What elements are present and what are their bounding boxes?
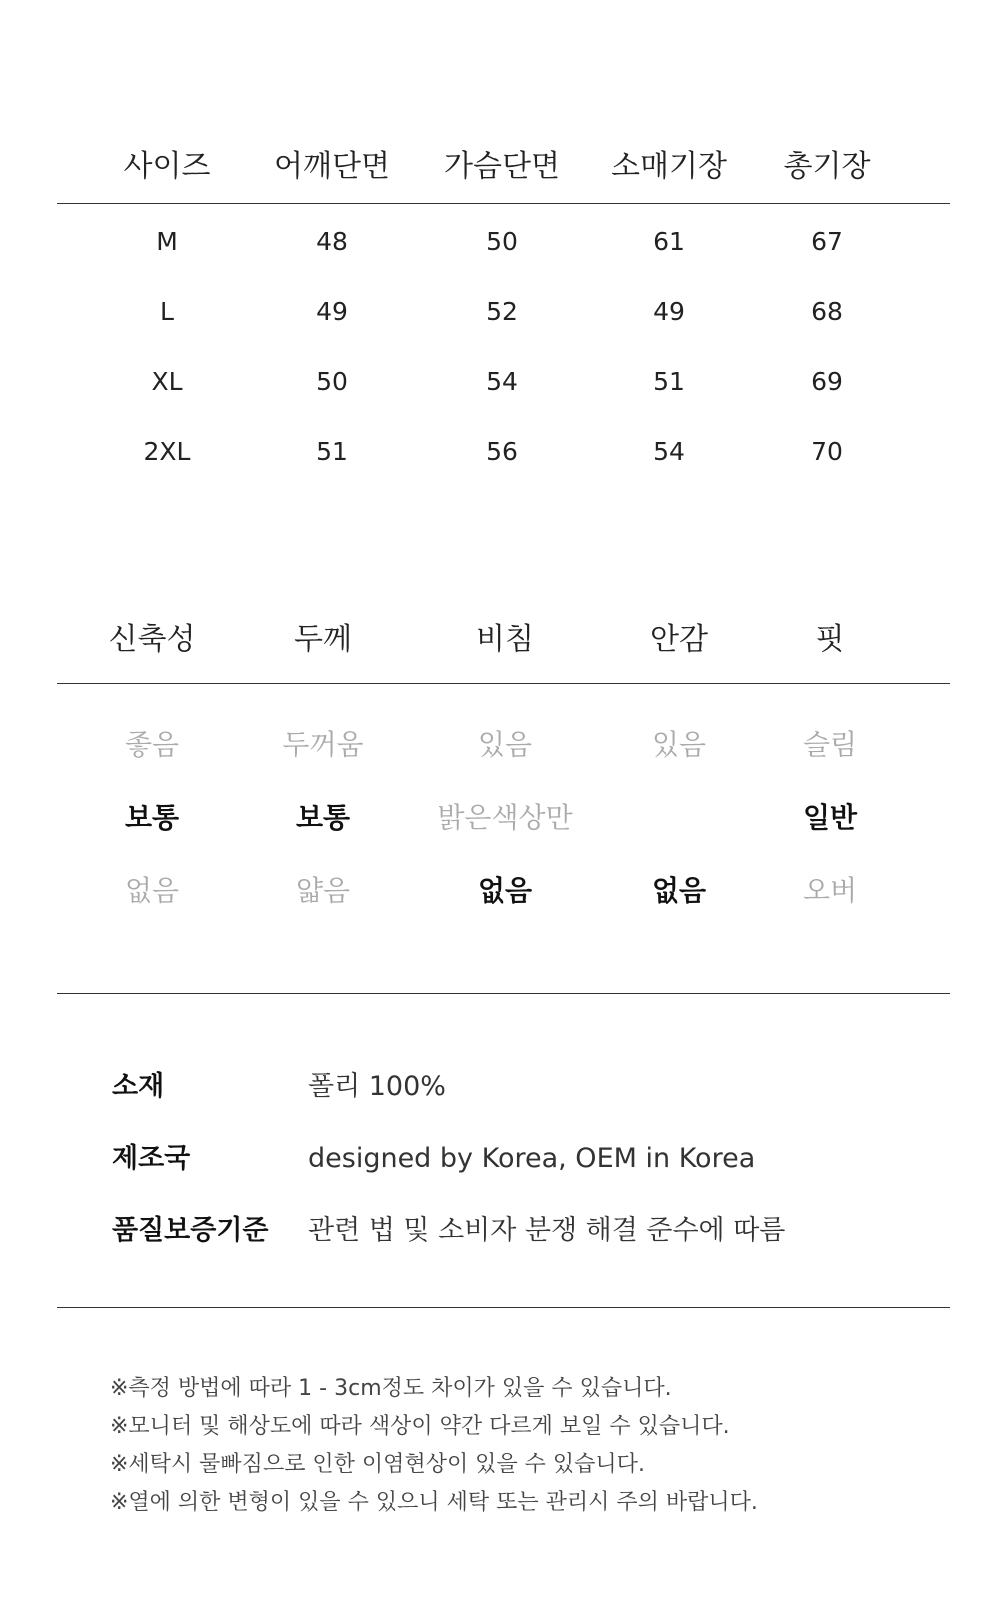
- size-cell-shoulder: 49: [316, 297, 348, 326]
- info-value: 관련 법 및 소비자 분쟁 해결 준수에 따름: [308, 1215, 786, 1246]
- attribute-header-divider: [57, 683, 950, 684]
- notes: [110, 1370, 930, 1522]
- attribute-header: [57, 620, 950, 660]
- size-table-divider: [57, 203, 950, 204]
- attr-option: 일반: [802, 801, 858, 834]
- size-cell-length: 67: [811, 227, 843, 256]
- size-table-header: [57, 140, 950, 204]
- size-cell-size: 2XL: [143, 437, 191, 466]
- attr-option: 오버: [802, 874, 858, 907]
- attribute-row: [57, 793, 950, 866]
- size-header-chest: 가슴단면: [444, 149, 560, 184]
- note-line: ※측정 방법에 따라 1 - 3cm정도 차이가 있을 수 있습니다.: [110, 1376, 672, 1401]
- size-cell-size: L: [160, 297, 174, 326]
- attr-option: 있음: [477, 728, 533, 761]
- attr-header-stretch: 신축성: [108, 622, 196, 657]
- info-row-quality: [112, 1209, 932, 1281]
- table-row: [57, 347, 950, 417]
- info-row-origin: [112, 1137, 932, 1209]
- attr-option: 있음: [651, 728, 707, 761]
- table-row: [57, 417, 950, 487]
- size-header-size: 사이즈: [123, 149, 211, 184]
- info-value: designed by Korea, OEM in Korea: [308, 1143, 756, 1174]
- attr-option: 보통: [295, 801, 351, 834]
- attr-option: 없음: [124, 874, 180, 907]
- size-cell-chest: 52: [486, 297, 518, 326]
- size-header-sleeve: 소매기장: [611, 149, 727, 184]
- size-header-shoulder: 어깨단면: [274, 149, 390, 184]
- attribute-row: [57, 720, 950, 793]
- size-cell-length: 69: [811, 367, 843, 396]
- size-table-body: [57, 207, 950, 487]
- size-cell-chest: 50: [486, 227, 518, 256]
- size-cell-shoulder: 50: [316, 367, 348, 396]
- attr-option: 보통: [124, 801, 180, 834]
- attr-option: 슬림: [802, 728, 858, 761]
- attr-option: 얇음: [295, 874, 351, 907]
- attribute-options: [57, 720, 950, 939]
- size-cell-sleeve: 54: [653, 437, 685, 466]
- attr-header-lining: 안감: [650, 622, 708, 657]
- note-line: ※세탁시 물빠짐으로 인한 이염현상이 있을 수 있습니다.: [110, 1452, 645, 1477]
- size-cell-shoulder: 48: [316, 227, 348, 256]
- attr-header-fit: 핏: [815, 622, 845, 657]
- section-divider: [57, 993, 950, 994]
- attr-option: 없음: [651, 874, 707, 907]
- info-label: 소재: [112, 1071, 165, 1102]
- table-row: [57, 277, 950, 347]
- size-cell-size: M: [156, 227, 178, 256]
- attribute-table: [57, 620, 950, 907]
- size-cell-chest: 54: [486, 367, 518, 396]
- size-cell-length: 68: [811, 297, 843, 326]
- attr-header-sheerness: 비침: [476, 622, 534, 657]
- size-cell-sleeve: 49: [653, 297, 685, 326]
- attr-option: 밝은색상만: [437, 801, 573, 834]
- size-cell-length: 70: [811, 437, 843, 466]
- size-cell-sleeve: 51: [653, 367, 685, 396]
- table-row: [57, 207, 950, 277]
- size-cell-size: XL: [151, 367, 183, 396]
- info-row-material: [112, 1065, 932, 1137]
- size-cell-shoulder: 51: [316, 437, 348, 466]
- info-label: 제조국: [112, 1143, 191, 1174]
- size-cell-chest: 56: [486, 437, 518, 466]
- attr-header-thickness: 두께: [294, 622, 352, 657]
- attribute-row: [57, 866, 950, 939]
- size-header-length: 총기장: [783, 149, 871, 184]
- info-value: 폴리 100%: [308, 1071, 446, 1102]
- attr-option: 없음: [477, 874, 533, 907]
- note-line: ※열에 의한 변형이 있을 수 있으니 세탁 또는 관리시 주의 바랍니다.: [110, 1490, 758, 1515]
- info-label: 품질보증기준: [112, 1215, 269, 1246]
- attr-option: 두꺼움: [282, 728, 364, 761]
- note-line: ※모니터 및 해상도에 따라 색상이 약간 다르게 보일 수 있습니다.: [110, 1414, 730, 1439]
- size-table: [57, 140, 950, 204]
- section-divider: [57, 1307, 950, 1308]
- attr-option: 좋음: [124, 728, 180, 761]
- size-cell-sleeve: 61: [653, 227, 685, 256]
- product-info: [112, 1065, 932, 1281]
